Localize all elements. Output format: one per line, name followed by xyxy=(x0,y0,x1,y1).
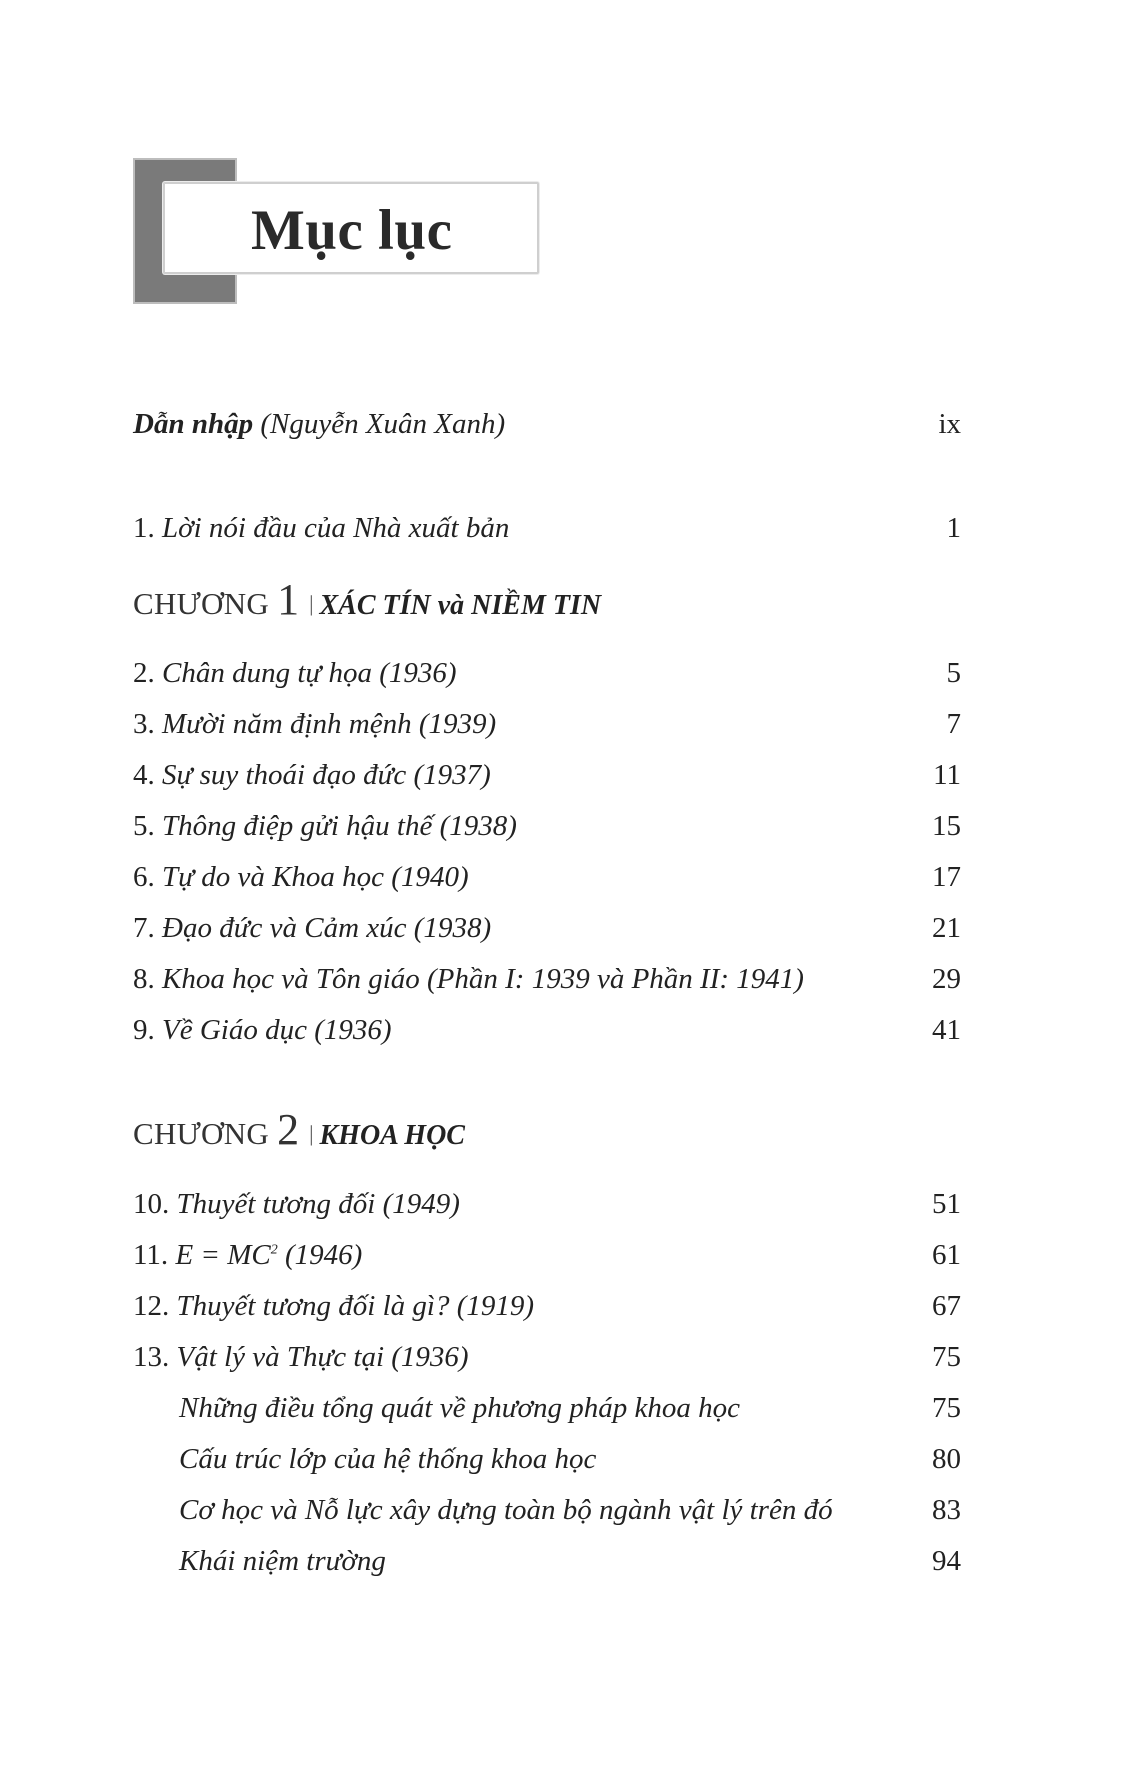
intro-page: ix xyxy=(938,408,961,440)
entry-page: 15 xyxy=(932,810,961,842)
entry-label: Thông điệp gửi hậu thế (1938) xyxy=(162,810,517,842)
subentry-label: Cơ học và Nỗ lực xây dựng toàn bộ ngành vật lý trên đó xyxy=(179,1494,833,1526)
entry-number: 6. xyxy=(133,861,155,893)
entry-page: 61 xyxy=(932,1239,961,1271)
toc-entry[interactable] xyxy=(133,1010,961,1050)
formula-exponent: 2 xyxy=(270,1242,278,1258)
toc-entry[interactable] xyxy=(133,704,961,744)
toc-entry[interactable] xyxy=(133,908,961,948)
toc-entry[interactable] xyxy=(133,1235,961,1275)
toc-entry-preface[interactable] xyxy=(133,508,961,548)
intro-label: Dẫn nhập xyxy=(133,408,254,440)
chapter-2-heading xyxy=(133,1104,465,1154)
entry-page: 75 xyxy=(932,1341,961,1373)
page-title: Mục lục xyxy=(251,199,453,262)
intro-author: (Nguyễn Xuân Xanh) xyxy=(260,408,506,440)
chapter-title: KHOA HỌC xyxy=(319,1120,465,1151)
chapter-word: CHƯƠNG xyxy=(133,586,270,621)
toc-subentry[interactable] xyxy=(179,1490,961,1530)
entry-page: 51 xyxy=(932,1188,961,1220)
toc-entry[interactable] xyxy=(133,653,961,693)
entry-number: 11. xyxy=(133,1239,169,1271)
subentry-page: 94 xyxy=(932,1545,961,1577)
entry-page: 17 xyxy=(932,861,961,893)
toc-title-block xyxy=(133,158,543,306)
subentry-label: Những điều tổng quát về phương pháp khoa học xyxy=(179,1392,740,1424)
toc-subentry[interactable] xyxy=(179,1439,961,1479)
subentry-page: 83 xyxy=(932,1494,961,1526)
entry-number: 5. xyxy=(133,810,155,842)
entry-number: 9. xyxy=(133,1014,155,1046)
entry-label: Thuyết tương đối là gì? (1919) xyxy=(176,1290,535,1322)
entry-label: Sự suy thoái đạo đức (1937) xyxy=(162,759,491,791)
subentry-label: Cấu trúc lớp của hệ thống khoa học xyxy=(179,1443,597,1475)
entry-label: Tự do và Khoa học (1940) xyxy=(162,861,469,893)
formula-year: (1946) xyxy=(277,1239,363,1271)
entry-label-formula xyxy=(175,1239,362,1271)
toc-entry[interactable] xyxy=(133,1184,961,1224)
subentry-page: 75 xyxy=(932,1392,961,1424)
toc-subentry[interactable] xyxy=(179,1388,961,1428)
entry-number: 7. xyxy=(133,912,155,944)
toc-entry[interactable] xyxy=(133,1286,961,1326)
chapter-1-heading xyxy=(133,574,601,624)
toc-entry[interactable] xyxy=(133,755,961,795)
entry-label: Mười năm định mệnh (1939) xyxy=(162,708,497,740)
entry-number: 10. xyxy=(133,1188,170,1220)
toc-entry[interactable] xyxy=(133,857,961,897)
entry-label: Thuyết tương đối (1949) xyxy=(176,1188,460,1220)
entry-page: 7 xyxy=(946,708,961,740)
entry-number: 13. xyxy=(133,1341,170,1373)
entry-label: Về Giáo dục (1936) xyxy=(162,1014,392,1046)
entry-page: 29 xyxy=(932,963,961,995)
entry-number: 2. xyxy=(133,657,155,689)
entry-label: Khoa học và Tôn giáo (Phần I: 1939 và Phần II: 1941) xyxy=(162,963,804,995)
subentry-label: Khái niệm trường xyxy=(179,1545,386,1577)
subentry-page: 80 xyxy=(932,1443,961,1475)
formula-text: E = MC xyxy=(175,1239,271,1271)
entry-page: 21 xyxy=(932,912,961,944)
entry-label: Vật lý và Thực tại (1936) xyxy=(176,1341,469,1373)
toc-entry-intro[interactable] xyxy=(133,404,961,444)
entry-number: 4. xyxy=(133,759,155,791)
chapter-word: CHƯƠNG xyxy=(133,1116,270,1151)
chapter-separator: | xyxy=(309,591,314,616)
chapter-separator: | xyxy=(309,1121,314,1146)
toc-subentry[interactable] xyxy=(179,1541,961,1581)
entry-page: 5 xyxy=(946,657,961,689)
entry-page: 41 xyxy=(932,1014,961,1046)
entry-number: 8. xyxy=(133,963,155,995)
toc-entry[interactable] xyxy=(133,806,961,846)
entry-number: 1. xyxy=(133,512,155,544)
entry-number: 12. xyxy=(133,1290,170,1322)
chapter-number: 1 xyxy=(277,575,300,624)
entry-page: 67 xyxy=(932,1290,961,1322)
entry-page: 11 xyxy=(933,759,961,791)
chapter-title: XÁC TÍN và NIỀM TIN xyxy=(319,590,602,621)
toc-entry[interactable] xyxy=(133,959,961,999)
entry-label: Đạo đức và Cảm xúc (1938) xyxy=(162,912,492,944)
entry-number: 3. xyxy=(133,708,155,740)
chapter-number: 2 xyxy=(277,1105,300,1154)
entry-label: Lời nói đầu của Nhà xuất bản xyxy=(162,512,510,544)
toc-entry[interactable] xyxy=(133,1337,961,1377)
entry-page: 1 xyxy=(946,512,961,544)
entry-label: Chân dung tự họa (1936) xyxy=(162,657,457,689)
